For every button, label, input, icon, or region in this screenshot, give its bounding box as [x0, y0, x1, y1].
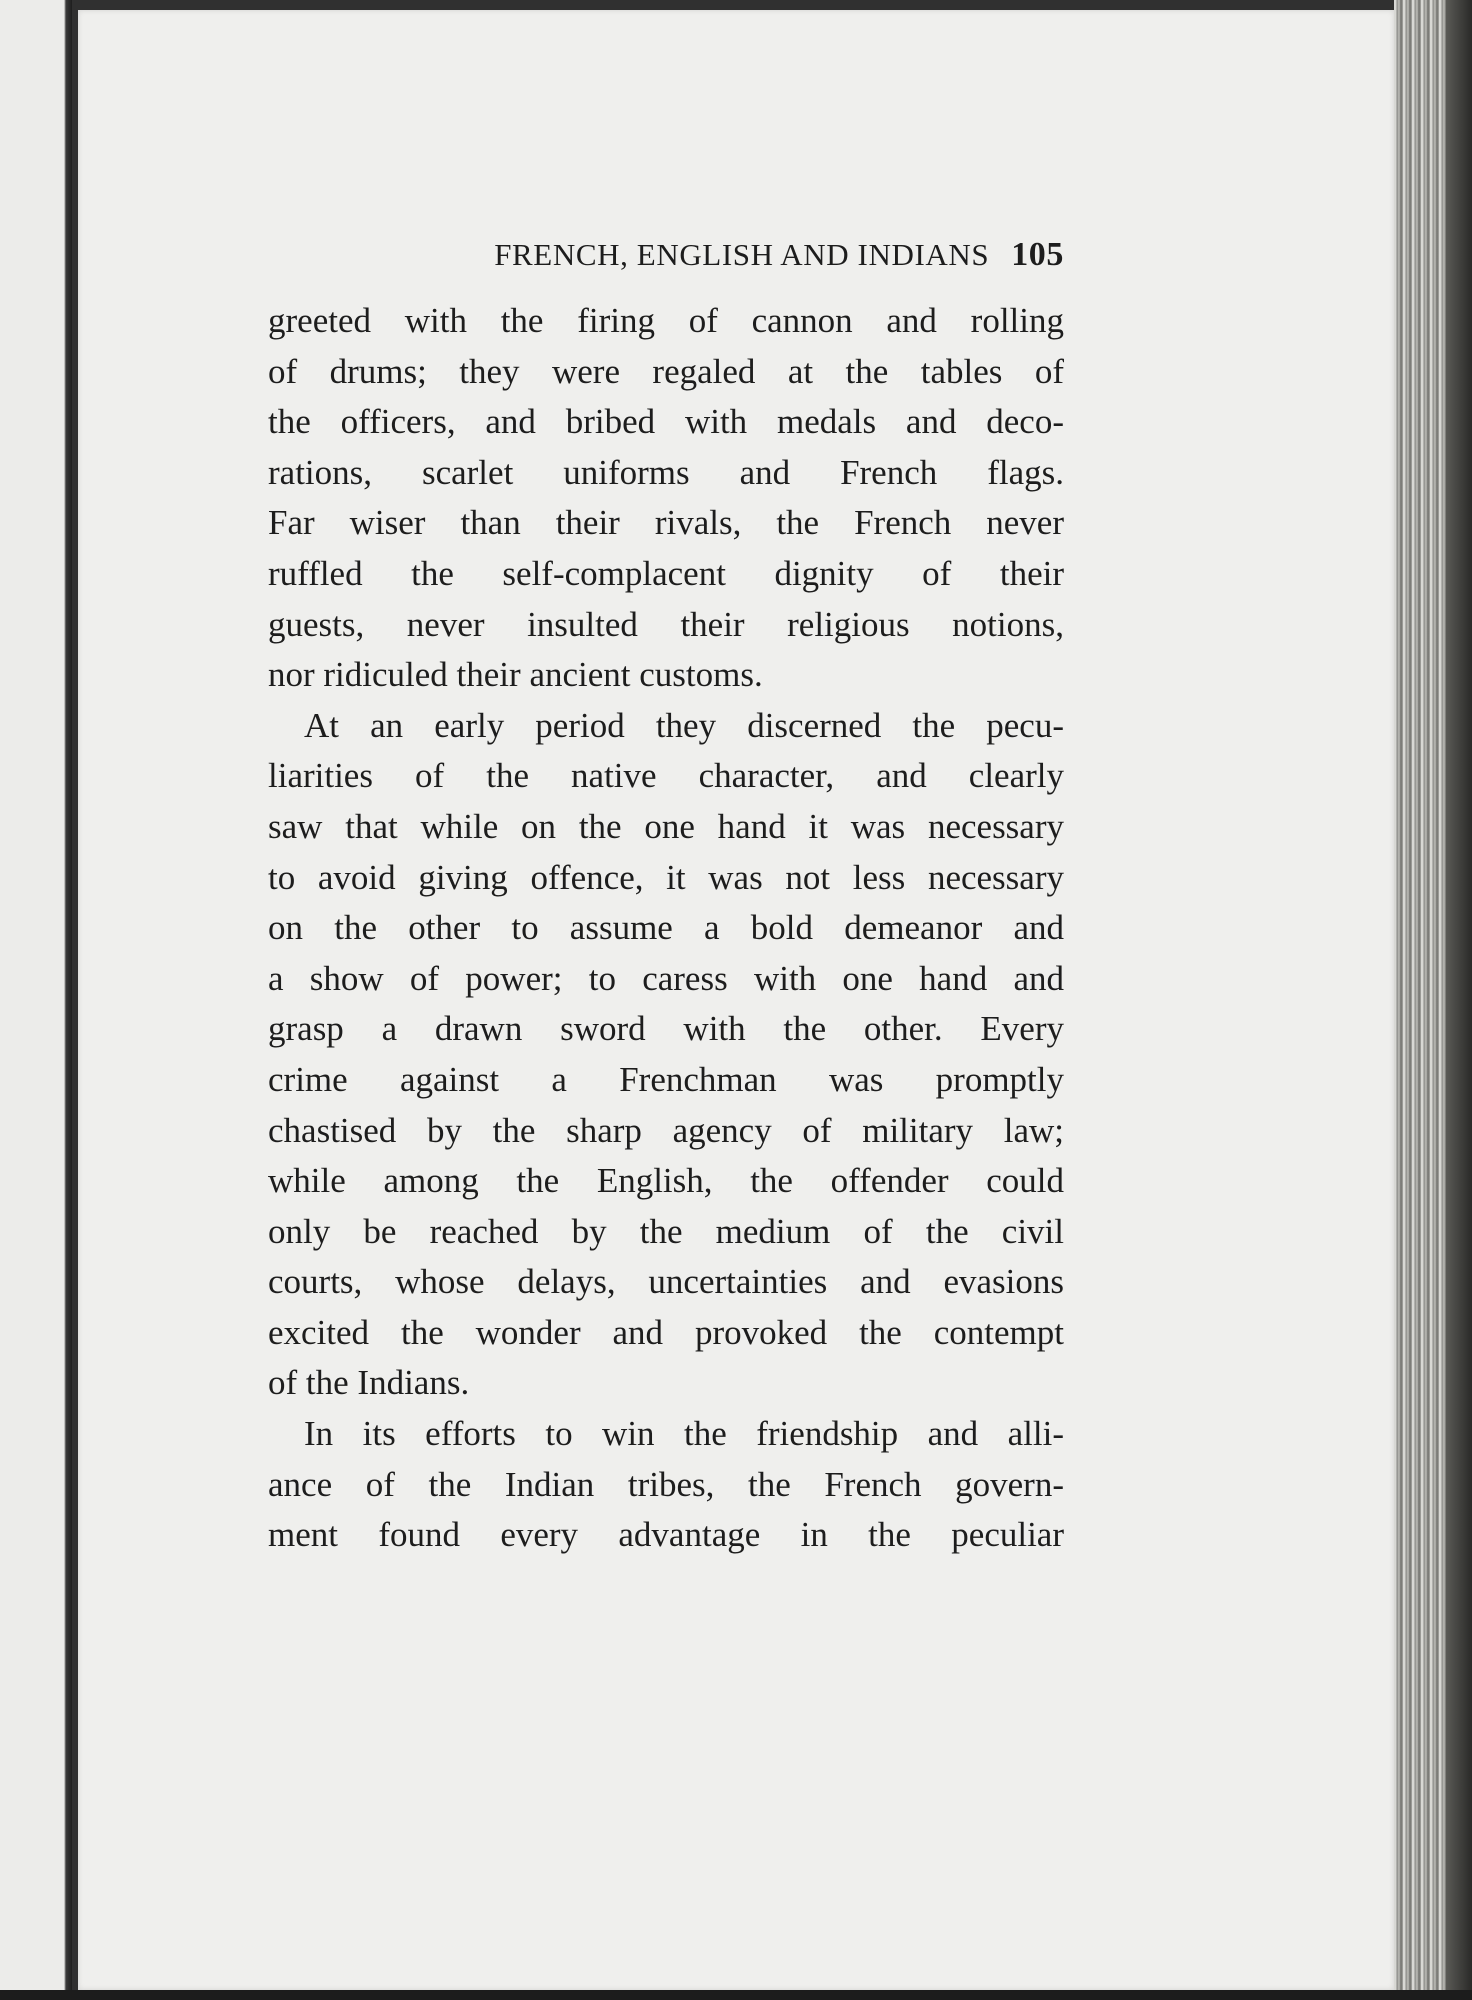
- text-line: ruffled the self-complacent dignity of their: [268, 553, 1064, 593]
- text-line: guests, never insulted their religious notions,: [268, 604, 1064, 644]
- text-line: of drums; they were regaled at the tables of: [268, 351, 1064, 391]
- text-line: of the Indians.: [268, 1363, 470, 1403]
- paragraph: [268, 1409, 1064, 1561]
- running-head-title: FRENCH, ENGLISH AND INDIANS: [494, 237, 990, 272]
- text-line: crime against a Frenchman was promptly: [268, 1059, 1064, 1099]
- text-line: At an early period they discerned the pecu-: [304, 705, 1064, 745]
- page-edge-stack: [1394, 0, 1472, 2000]
- paragraph: [268, 701, 1064, 1409]
- text-line: In its efforts to win the friendship and alli-: [304, 1414, 1064, 1454]
- paragraph: [268, 296, 1064, 701]
- text-line: to avoid giving offence, it was not less necessary: [268, 857, 1064, 897]
- text-line: nor ridiculed their ancient customs.: [268, 655, 763, 695]
- text-line: chastised by the sharp agency of military law;: [268, 1110, 1064, 1150]
- text-line: excited the wonder and provoked the contempt: [268, 1312, 1064, 1352]
- facing-page-edge: [0, 0, 72, 2000]
- text-line: the officers, and bribed with medals and deco-: [268, 402, 1064, 442]
- bottom-scan-edge: [0, 1990, 1472, 2000]
- text-line: rations, scarlet uniforms and French flags.: [268, 452, 1064, 492]
- text-line: Far wiser than their rivals, the French never: [268, 503, 1064, 543]
- text-line: while among the English, the offender could: [268, 1161, 1064, 1201]
- text-line: courts, whose delays, uncertainties and evasions: [268, 1262, 1064, 1302]
- text-line: saw that while on the one hand it was necessary: [268, 806, 1064, 846]
- text-line: only be reached by the medium of the civil: [268, 1211, 1064, 1251]
- text-line: grasp a drawn sword with the other. Every: [268, 1009, 1064, 1049]
- text-line: ment found every advantage in the peculiar: [268, 1515, 1064, 1555]
- text-line: a show of power; to caress with one hand and: [268, 958, 1064, 998]
- text-line: greeted with the firing of cannon and rolling: [268, 301, 1064, 340]
- running-head: [268, 236, 1064, 292]
- page-number: 105: [1011, 236, 1064, 273]
- text-line: ance of the Indian tribes, the French govern-: [268, 1464, 1064, 1504]
- text-line: on the other to assume a bold demeanor and: [268, 908, 1064, 948]
- page-text: [268, 236, 1064, 1561]
- text-line: liarities of the native character, and clearly: [268, 756, 1064, 796]
